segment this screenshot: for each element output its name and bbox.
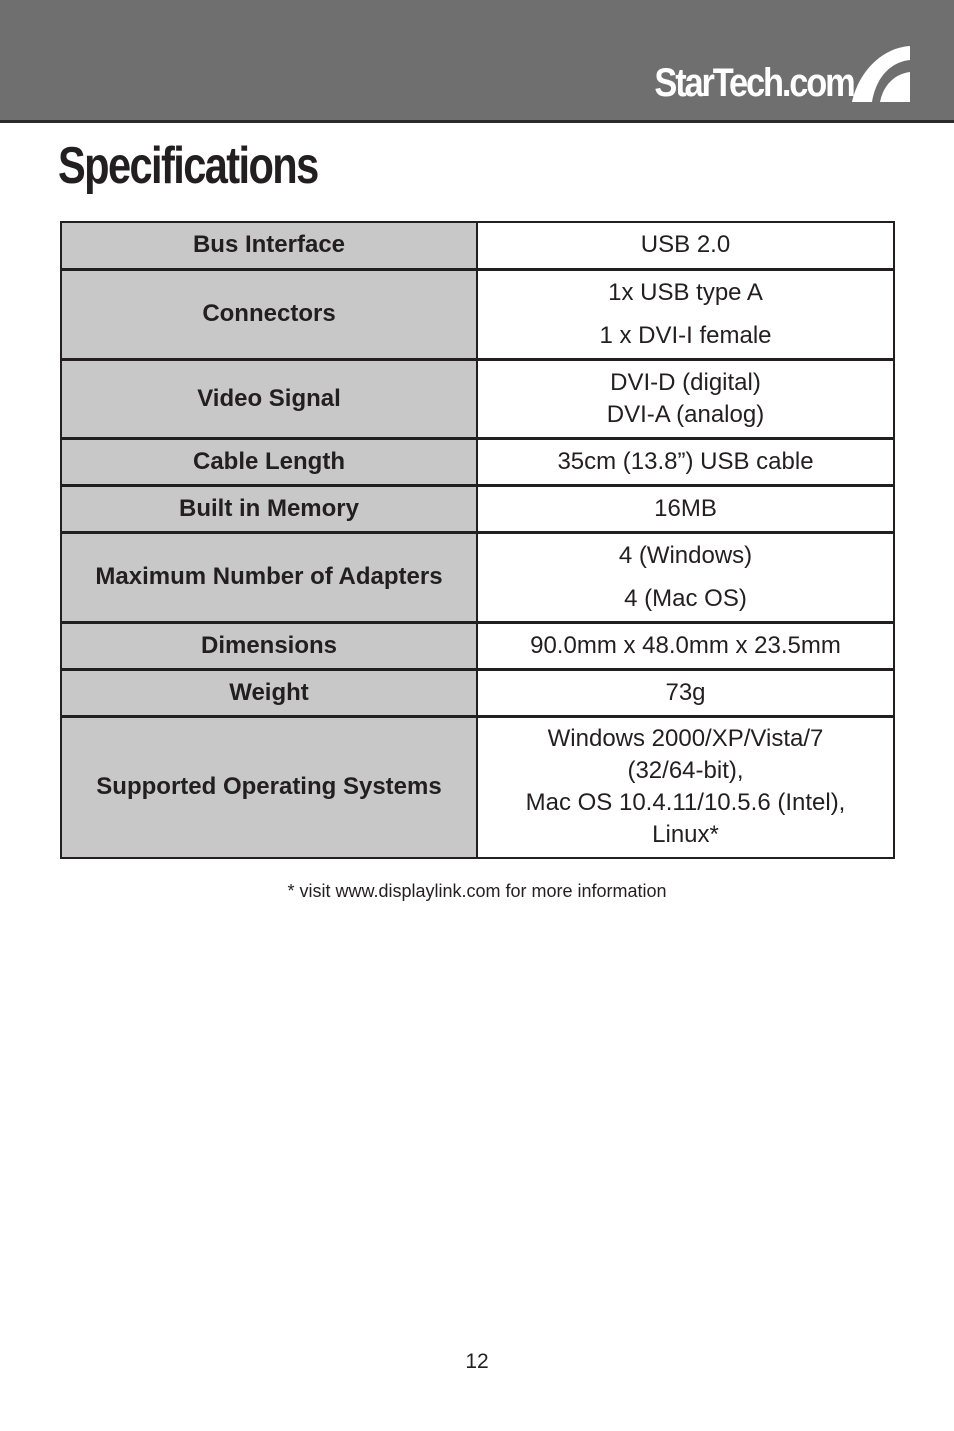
spec-value-line: 35cm (13.8”) USB cable bbox=[557, 447, 814, 475]
table-row bbox=[61, 716, 894, 858]
startech-logo bbox=[622, 42, 910, 104]
line-gap bbox=[490, 309, 881, 320]
footnote: * visit www.displaylink.com for more information bbox=[287, 881, 667, 901]
spec-value-line: USB 2.0 bbox=[640, 231, 731, 259]
page-title: Specifications bbox=[58, 137, 318, 195]
spec-value bbox=[477, 222, 894, 269]
spec-value-line: Mac OS 10.4.11/10.5.6 (Intel), bbox=[525, 789, 846, 817]
spec-value-line: 1 x DVI-I female bbox=[599, 321, 772, 349]
table-row bbox=[61, 532, 894, 622]
spec-label: Built in Memory bbox=[61, 485, 477, 532]
table-row bbox=[61, 438, 894, 485]
table-row bbox=[61, 359, 894, 438]
specifications-table bbox=[60, 221, 895, 859]
spec-value-line: 73g bbox=[665, 678, 706, 706]
table-row bbox=[61, 269, 894, 359]
table-row bbox=[61, 485, 894, 532]
spec-label: Maximum Number of Adapters bbox=[61, 532, 477, 622]
table-row bbox=[61, 669, 894, 716]
spec-label: Connectors bbox=[61, 269, 477, 359]
line-gap bbox=[490, 572, 881, 583]
spec-value bbox=[477, 622, 894, 669]
spec-value-line: 1x USB type A bbox=[608, 278, 763, 306]
spec-value-line: DVI-A (analog) bbox=[606, 400, 765, 428]
spec-label: Dimensions bbox=[61, 622, 477, 669]
spec-label: Supported Operating Systems bbox=[61, 716, 477, 858]
spec-value-line: Windows 2000/XP/Vista/7 bbox=[547, 725, 824, 753]
spec-value bbox=[477, 485, 894, 532]
logo-text: StarTech.com bbox=[654, 61, 854, 105]
spec-label: Cable Length bbox=[61, 438, 477, 485]
spec-value bbox=[477, 669, 894, 716]
header-rule bbox=[0, 120, 954, 123]
page-number: 12 bbox=[465, 1350, 489, 1373]
spec-value-line: DVI-D (digital) bbox=[610, 368, 761, 396]
spec-value bbox=[477, 359, 894, 438]
spec-value bbox=[477, 532, 894, 622]
logo-swoosh-icon bbox=[850, 44, 910, 104]
spec-value-line: 4 (Mac OS) bbox=[624, 584, 747, 612]
spec-value-line: Linux* bbox=[652, 821, 719, 849]
spec-label: Bus Interface bbox=[61, 222, 477, 269]
spec-value-line: 4 (Windows) bbox=[618, 541, 753, 569]
spec-value-line: (32/64-bit), bbox=[627, 757, 744, 785]
table-row bbox=[61, 622, 894, 669]
spec-value bbox=[477, 716, 894, 858]
spec-value-line: 16MB bbox=[654, 494, 717, 522]
spec-value bbox=[477, 269, 894, 359]
spec-label: Weight bbox=[61, 669, 477, 716]
spec-value bbox=[477, 438, 894, 485]
spec-value-line: 90.0mm x 48.0mm x 23.5mm bbox=[530, 631, 841, 659]
spec-label: Video Signal bbox=[61, 359, 477, 438]
table-row bbox=[61, 222, 894, 269]
